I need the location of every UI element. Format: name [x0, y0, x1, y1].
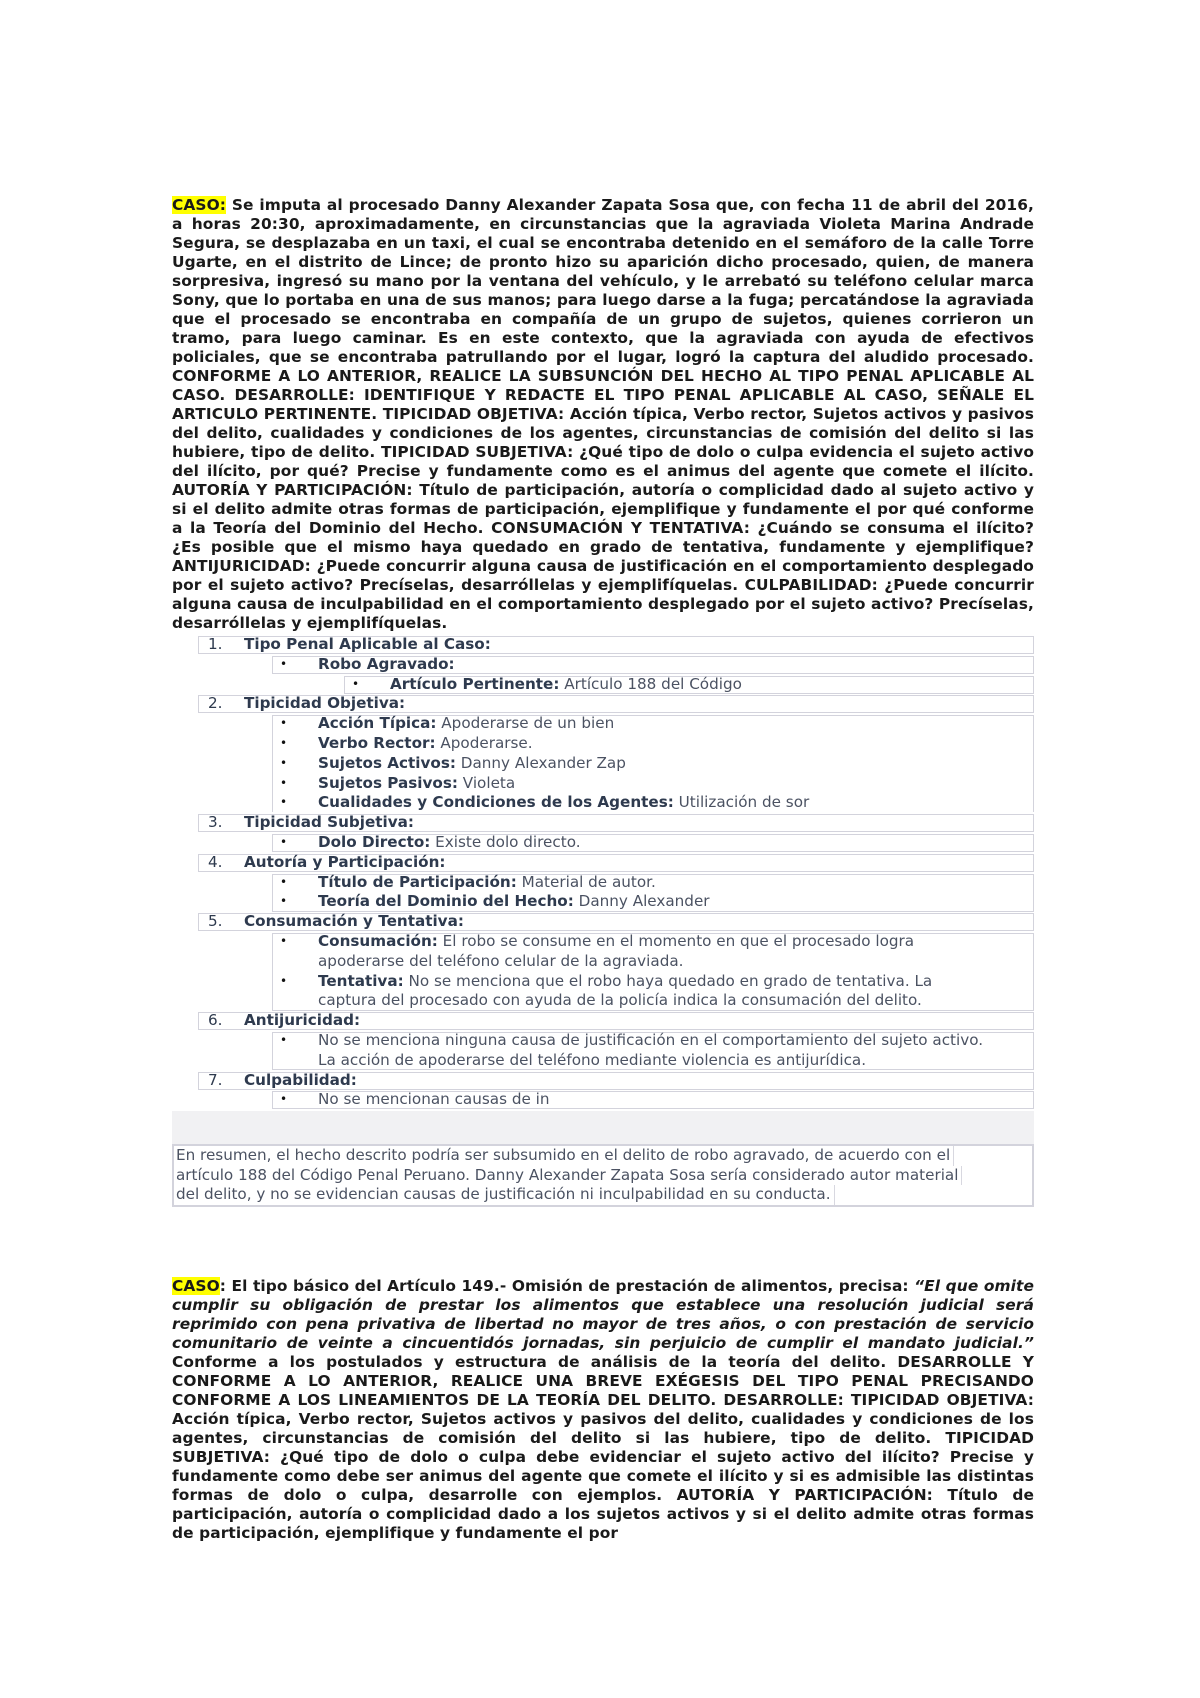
bullet-icon: • [280, 755, 288, 770]
section-number: 3. [208, 813, 223, 832]
bullet-icon: • [280, 874, 288, 889]
section-number: 4. [208, 852, 223, 871]
section-number: 5. [208, 912, 223, 931]
bullet-icon: • [280, 834, 288, 849]
outline-item [172, 655, 1034, 675]
item-value: Danny Alexander [573, 892, 710, 911]
section-title: Tipicidad Objetiva: [244, 694, 406, 713]
section-title: Tipo Penal Aplicable al Caso: [244, 635, 491, 653]
outline-section-1 [172, 635, 1034, 655]
case-2-intro: : El tipo básico del Artículo 149.- Omisión de prestación de alimentos, precisa: [219, 1276, 915, 1295]
section-number: 2. [208, 694, 223, 713]
outline-item [172, 774, 1034, 794]
item-value: Artículo 188 del Código [559, 674, 742, 693]
case-1-text: Se imputa al procesado Danny Alexander Zapata Sosa que, con fecha 11 de abril del 2016, a horas 20:30, aproximadamente, en circunstancias que la agraviada Violeta Marina Andrade Segura, se desplazaba en un taxi, el cual se encontraba detenido en el semáforo de la calle Torre Ugarte, en el distrito de Lince; de pronto hizo su aparición dicho procesado, quien, de manera sorpresiva, ingresó su mano por la ventana del vehículo, y le arrebató su teléfono celular marca Sony, que lo portaba en una de sus manos; para luego darse a la fuga; percatándose la agraviada que el procesado se encontraba en compañía de un grupo de sujetos, quienes corrieron un tramo, para luego caminar. Es en este contexto, que la agraviada con ayuda de efectivos policiales, que se encontraba patrullando por el lugar, logró la captura del aludido procesado. CONFORME A LO ANTERIOR, REALICE LA SUBSUNCIÓN DEL HECHO AL TIPO PENAL APLICABLE AL CASO. DESARROLLE: IDENTIFIQUE Y REDACTE EL TIPO PENAL APLICABLE AL CASO, SEÑALE EL ARTICULO PERTINENTE. TIPICIDAD OBJETIVA: Acción típica, Verbo rector, Sujetos activos y pasivos del delito, cualidades y condiciones de los agentes, circunstancias de comisión del delito si las hubiere, tipo de delito. TIPICIDAD SUBJETIVA: ¿Qué tipo de dolo o culpa evidencia el sujeto activo del ilícito, por qué? Precise y fundamente como es el animus del agente que comete el ilícito. AUTORÍA Y PARTICIPACIÓN: Título de participación, autoría o complicidad dado al sujeto activo y si el delito admite otras formas de participación, ejemplifique y fundamente el por qué conforme a la Teoría del Dominio del Hecho. CONSUMACIÓN Y TENTATIVA: ¿Cuándo se consuma el ilícito? ¿Es posible que el mismo haya quedado en grado de tentativa, fundamente y ejemplifique? ANTIJURICIDAD: ¿Puede concurrir alguna causa de justificación en el comportamiento desplegado por el sujeto activo? Precíselas, desarróllelas y ejemplifíquelas. CULPABILIDAD: ¿Puede concurrir alguna causa de inculpabilidad en el comportamiento desplegado por el sujeto activo? Precíselas, desarróllelas y ejemplifíquelas. [172, 196, 1034, 632]
bullet-icon: • [280, 775, 288, 790]
case-2-paragraph [172, 1277, 1034, 1543]
outline-item [172, 714, 1034, 734]
item-label: Sujetos Pasivos: [318, 773, 458, 792]
outline-item-continuation [172, 991, 1034, 1011]
outline-section-6 [172, 1011, 1034, 1031]
case-2-text: Conforme a los postulados y estructura de análisis de la teoría del delito. DESARROLLE Y CONFORME A LO ANTERIOR, REALICE UNA BREVE EXÉGESIS DEL TIPO PENAL PRECISANDO CONFORME A LOS LINEAMIENTOS DE LA TEORÍA DEL DELITO. DESARROLLE: TIPICIDAD OBJETIVA: Acción típica, Verbo rector, Sujetos activos y pasivos del delito, cualidades y condiciones de los agentes, circunstancias de comisión del delito si las hubiere, tipo de delito. TIPICIDAD SUBJETIVA: ¿Qué tipo de dolo o culpa debe evidenciar el sujeto activo del ilícito? Precise y fundamente como debe ser animus del agente que comete el ilícito y si es admisible las distintas formas de dolo o culpa, desarrolle con ejemplos. AUTORÍA Y PARTICIPACIÓN: Título de participación, autoría o complicidad dado a los sujetos activos y si el delito admite otras formas de participación, ejemplifique y fundamente el por [172, 1352, 1034, 1542]
bullet-icon: • [280, 973, 288, 988]
bullet-icon: • [280, 735, 288, 750]
item-label: Artículo Pertinente: [390, 674, 560, 693]
item-value: Material de autor. [516, 872, 656, 891]
summary-line-1: En resumen, el hecho descrito podría ser subsumido en el delito de robo agravado, de acuerdo con el [176, 1146, 954, 1166]
outline-section-2 [172, 694, 1034, 714]
bullet-icon: • [280, 894, 288, 909]
document-page [172, 196, 1034, 1558]
outline-item-continuation [172, 1051, 1034, 1071]
item-value: Danny Alexander Zap [455, 753, 626, 772]
item-label: Tentativa: [318, 971, 404, 990]
case-2-quote: “El que omite cumplir su obligación de prestar los alimentos que establece una resolución judicial será reprimido con pena privativa de libertad no mayor de tres años, o con prestación de servicio comunitario de veinte a cincuentidós jornadas, sin perjuicio de cumplir el mandato judicial.” [172, 1276, 1035, 1352]
section-number: 1. [208, 635, 223, 653]
answer-outline [172, 635, 1034, 1110]
outline-item [172, 1090, 1034, 1110]
bullet-icon: • [280, 1032, 288, 1047]
item-label: Verbo Rector: [318, 733, 436, 752]
item-label: Acción Típica: [318, 714, 437, 733]
case-label-highlight: CASO: [172, 196, 227, 214]
summary-box [172, 1144, 1034, 1207]
item-value: Utilización de sor [673, 793, 810, 812]
outline-item [172, 972, 1034, 992]
bullet-icon: • [352, 676, 360, 691]
section-number: 6. [208, 1011, 223, 1030]
item-value: Apoderarse. [435, 733, 533, 752]
bullet-icon: • [280, 716, 288, 731]
section-title: Culpabilidad: [244, 1070, 357, 1089]
case-1-paragraph [172, 196, 1034, 633]
outline-item [172, 754, 1034, 774]
item-value-continued: captura del procesado con ayuda de la policía indica la consumación del delito. [318, 991, 922, 1010]
bullet-icon: • [280, 795, 288, 810]
item-value: Violeta [457, 773, 516, 792]
item-label: Robo Agravado: [318, 654, 455, 673]
section-title: Tipicidad Subjetiva: [244, 813, 414, 832]
outline-item [172, 675, 1034, 695]
item-label: Título de Participación: [318, 872, 517, 891]
bullet-icon: • [280, 933, 288, 948]
item-value: No se mencionan causas de in [318, 1090, 550, 1109]
outline-item [172, 734, 1034, 754]
summary-line-2: artículo 188 del Código Penal Peruano. Danny Alexander Zapata Sosa sería considerado autor material [176, 1166, 962, 1186]
gray-band [172, 1111, 1034, 1144]
item-label: Cualidades y Condiciones de los Agentes: [318, 793, 674, 812]
outline-section-4 [172, 853, 1034, 873]
summary-line-3: del delito, y no se evidencian causas de justificación ni inculpabilidad en su conducta. [176, 1185, 835, 1205]
outline-item [172, 793, 1034, 813]
item-label: Consumación: [318, 931, 438, 950]
section-title: Autoría y Participación: [244, 852, 446, 871]
outline-item [172, 1031, 1034, 1051]
outline-item [172, 932, 1034, 952]
item-value: Apoderarse de un bien [436, 714, 615, 733]
outline-item [172, 892, 1034, 912]
item-value-continued: apoderarse del teléfono celular de la agraviada. [318, 951, 684, 970]
bullet-icon: • [280, 656, 288, 671]
item-label: Teoría del Dominio del Hecho: [318, 892, 574, 911]
item-value: Existe dolo directo. [430, 832, 581, 851]
item-value-continued: La acción de apoderarse del teléfono mediante violencia es antijurídica. [318, 1050, 867, 1069]
item-value: No se menciona ninguna causa de justificación en el comportamiento del sujeto activo. [318, 1030, 984, 1049]
item-label: Sujetos Activos: [318, 753, 456, 772]
item-value: El robo se consume en el momento en que el procesado logra [437, 931, 915, 950]
outline-section-3 [172, 813, 1034, 833]
outline-item [172, 833, 1034, 853]
section-number: 7. [208, 1070, 223, 1089]
outline-section-5 [172, 912, 1034, 932]
section-title: Consumación y Tentativa: [244, 912, 464, 931]
outline-item [172, 873, 1034, 893]
section-title: Antijuricidad: [244, 1011, 361, 1030]
case-label-highlight: CASO [172, 1276, 220, 1295]
item-value: No se menciona que el robo haya quedado en grado de tentativa. La [403, 971, 933, 990]
bullet-icon: • [280, 1092, 288, 1107]
outline-section-7 [172, 1071, 1034, 1091]
item-label: Dolo Directo: [318, 832, 431, 851]
outline-item-continuation [172, 952, 1034, 972]
